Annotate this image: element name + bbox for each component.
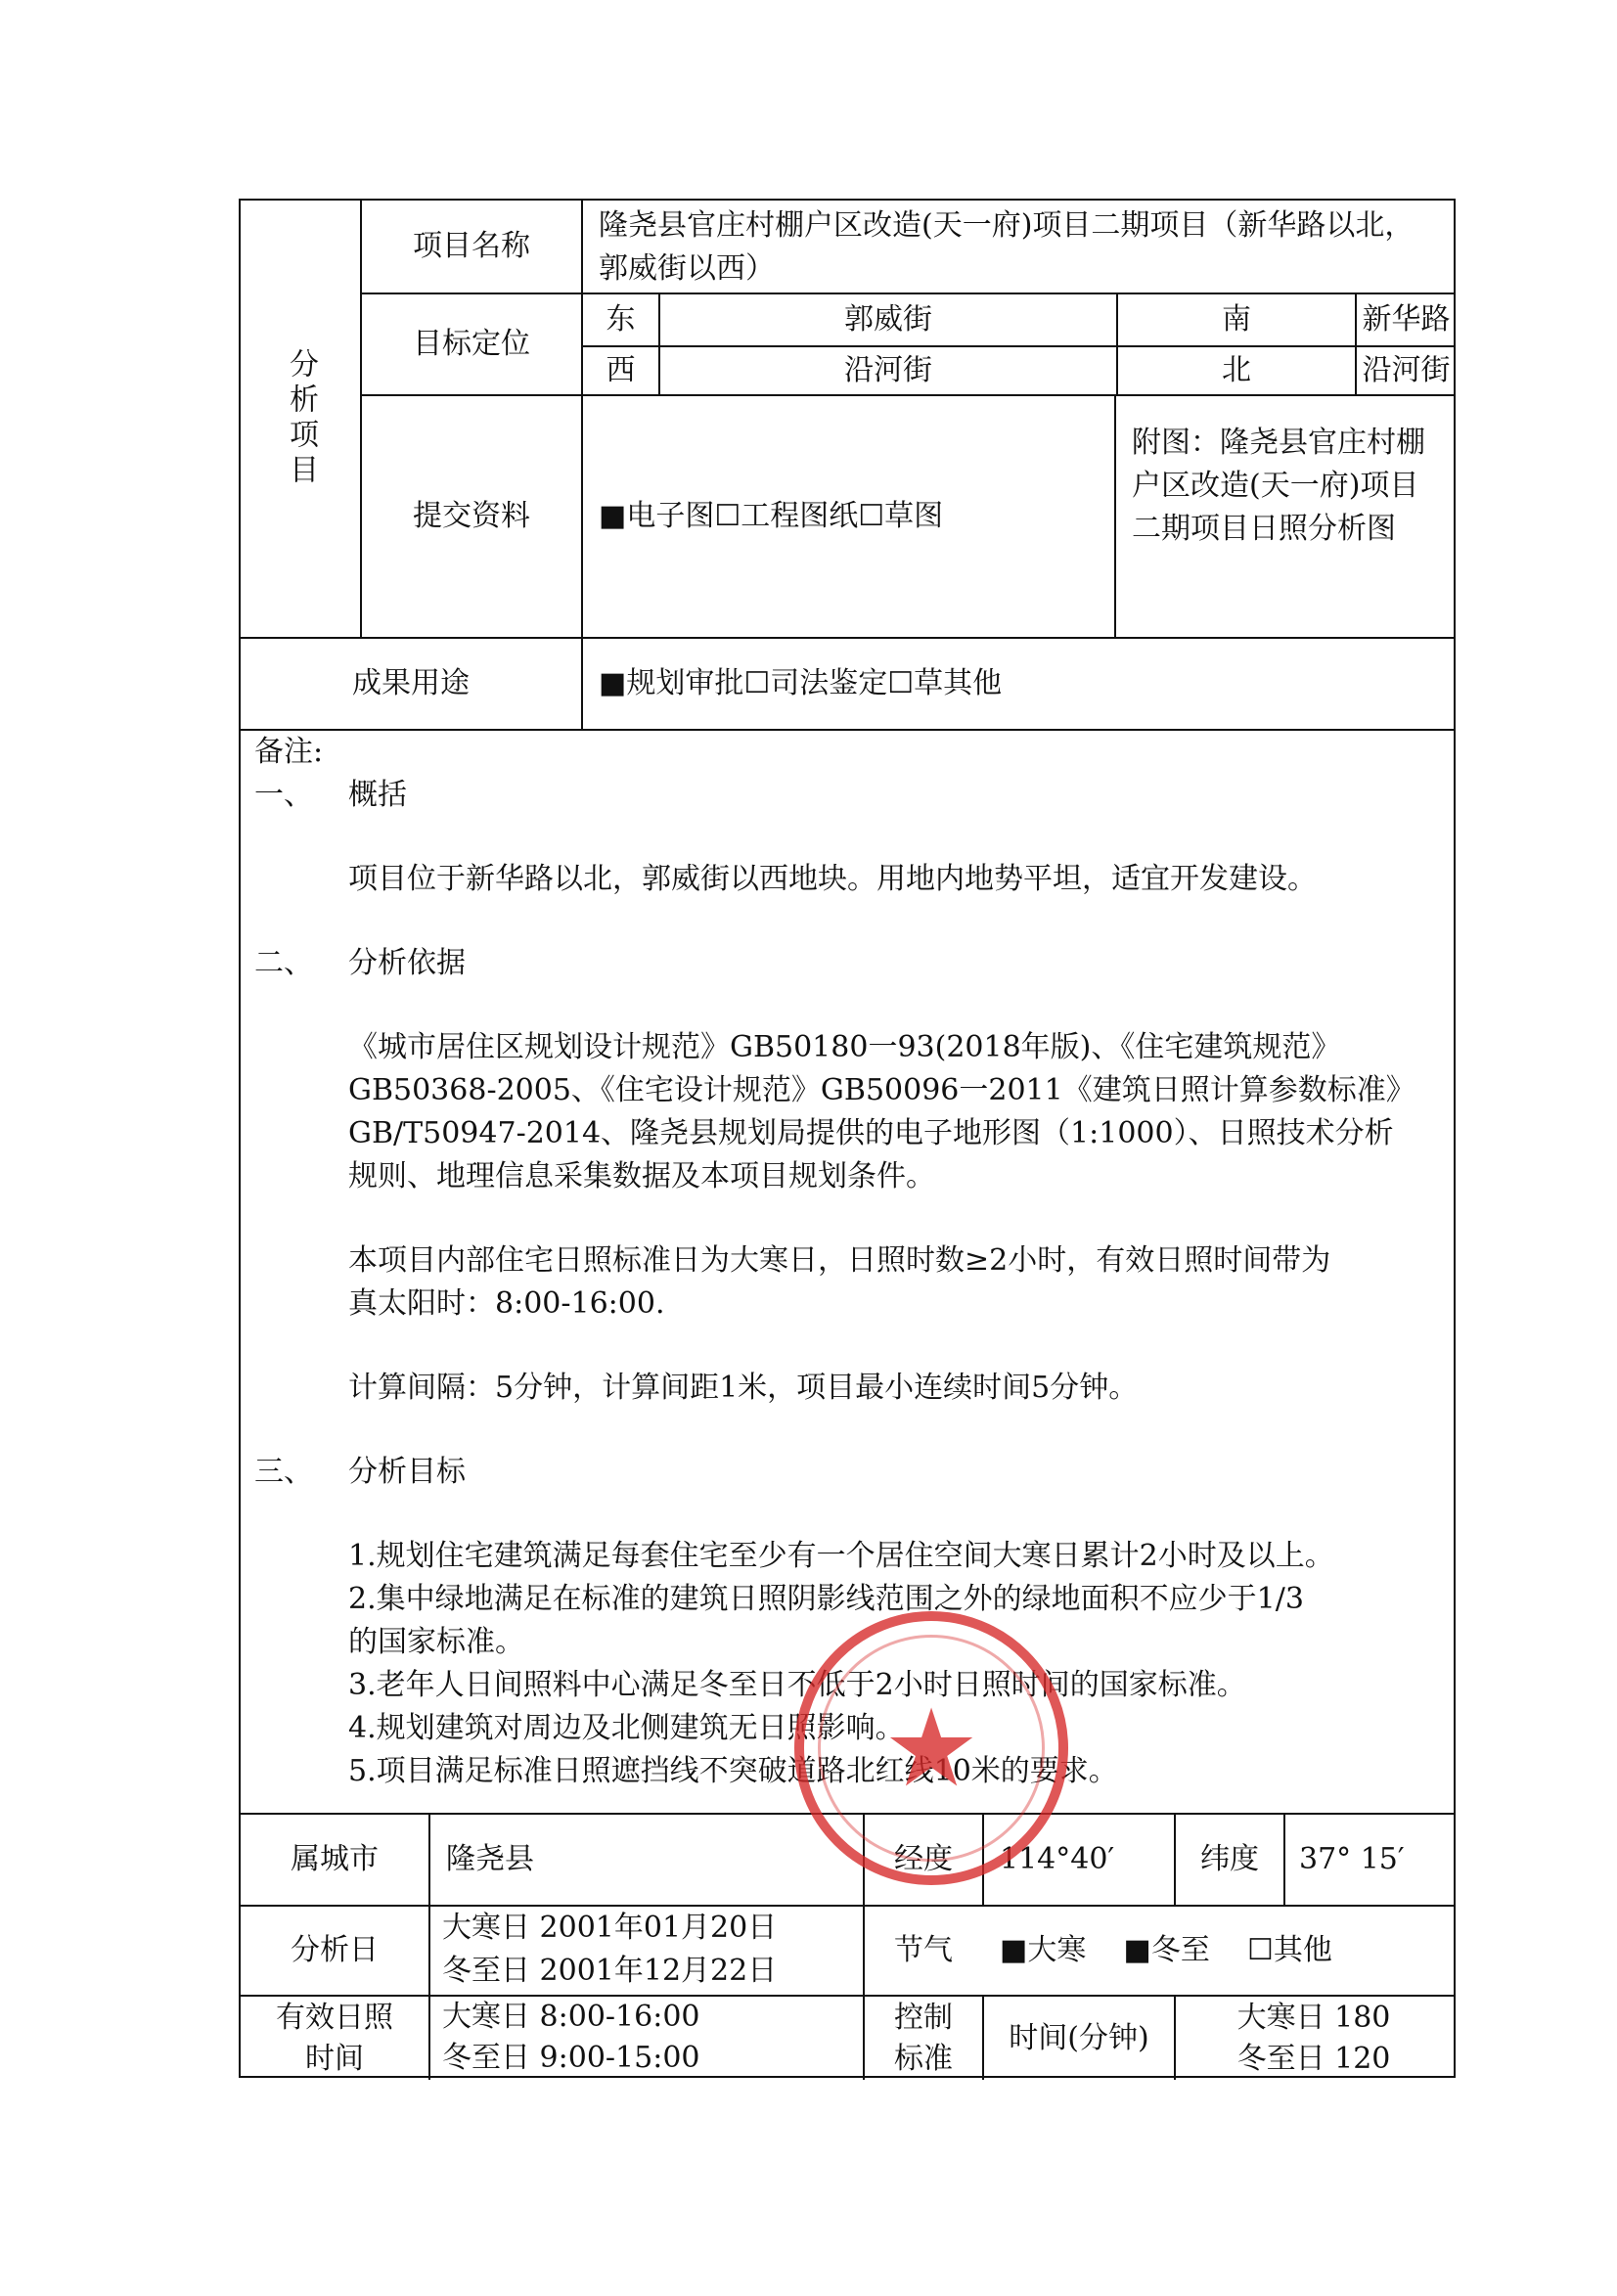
longitude-label: 经度 <box>894 1842 953 1876</box>
section-2-text-line: 计算间隔：5分钟，计算间距1米，项目最小连续时间5分钟。 <box>348 1371 1139 1405</box>
time-minutes-value: 大寒日 180 冬至日 120 <box>1236 2000 1391 2076</box>
time-minutes-label: 时间(分钟) <box>1009 2020 1149 2055</box>
section-2-text-line: 真太阳时：8:00-16:00. <box>348 1286 665 1321</box>
usage-label: 成果用途 <box>352 666 470 700</box>
solar-term-value: ■大寒 ■冬至 ☐其他 <box>1000 1933 1332 1967</box>
west-value: 沿河街 <box>844 353 932 387</box>
section-2-text-line: 《城市居住区规划设计规范》GB50180一93(2018年版)、《住宅建筑规范》 <box>348 1030 1341 1064</box>
usage-value: ■规划审批☐司法鉴定☐草其他 <box>599 666 1003 700</box>
section-2-text-line: GB50368-2005、《住宅设计规范》GB50096一2011《建筑日照计算参数标准》 <box>348 1073 1415 1107</box>
analysis-item-label-cell <box>241 201 360 637</box>
divider <box>581 201 583 637</box>
section-2-text-line: 规则、地理信息采集数据及本项目规划条件。 <box>348 1159 935 1193</box>
latitude-value: 37° 15′ <box>1299 1842 1405 1876</box>
section-3-item: 5.项目满足标准日照遮挡线不突破道路北红线10米的要求。 <box>348 1754 1118 1788</box>
south-label: 南 <box>1222 302 1251 337</box>
target-label-cell <box>362 294 581 394</box>
south-value: 新华路 <box>1362 302 1451 337</box>
analysis-date-label: 分析日 <box>291 1933 379 1967</box>
divider <box>581 639 583 729</box>
effective-time-label: 有效日照 时间 <box>276 2000 393 2076</box>
submit-label: 提交资料 <box>413 499 530 533</box>
control-standard-label: 控制 标准 <box>894 2000 953 2076</box>
attachment-cell <box>1118 422 1451 551</box>
divider <box>1114 394 1116 637</box>
submit-label-cell <box>362 396 581 637</box>
attachment-value: 附图：隆尧县官庄村棚户区改造(天一府)项目二期项目日照分析图 <box>1132 426 1425 546</box>
project-name-value-cell <box>585 204 1452 293</box>
divider <box>1283 1815 1285 1905</box>
analysis-item-label: 分析项目 <box>284 348 318 489</box>
north-value: 沿河街 <box>1362 353 1451 387</box>
section-2-heading: 二、 分析依据 <box>254 946 466 980</box>
submit-value-cell <box>585 396 1113 637</box>
project-name-value: 隆尧县官庄村棚户区改造(天一府)项目二期项目（新华路以北，郭威街以西） <box>599 208 1415 286</box>
effective-time-value: 大寒日 8:00-16:00 冬至日 9:00-15:00 <box>442 2000 700 2075</box>
north-label: 北 <box>1222 353 1251 387</box>
section-3-item: 2.集中绿地满足在标准的建筑日照阴影线范围之外的绿地面积不应少于1/3 <box>348 1582 1304 1616</box>
project-name-label-cell <box>362 201 581 293</box>
target-label: 目标定位 <box>413 327 530 361</box>
section-1-text: 项目位于新华路以北，郭威街以西地块。用地内地势平坦，适宜开发建设。 <box>348 862 1317 896</box>
section-3-item: 的国家标准。 <box>348 1625 524 1659</box>
section-3-item: 3.老年人日间照料中心满足冬至日不低于2小时日照时间的国家标准。 <box>348 1668 1246 1702</box>
section-2-text-line: GB/T50947-2014、隆尧县规划局提供的电子地形图（1:1000）、日照技术分析 <box>348 1116 1394 1150</box>
section-3-item: 4.规划建筑对周边及北侧建筑无日照影响。 <box>348 1711 905 1745</box>
section-1-heading: 一、 概括 <box>254 778 407 812</box>
submit-value: ■电子图☐工程图纸☐草图 <box>599 499 944 533</box>
east-label: 东 <box>606 302 636 337</box>
west-label: 西 <box>606 353 636 387</box>
latitude-label: 纬度 <box>1200 1842 1259 1876</box>
east-value: 郭威街 <box>844 302 932 337</box>
section-3-item: 1.规划住宅建筑满足每套住宅至少有一个居住空间大寒日累计2小时及以上。 <box>348 1539 1334 1573</box>
city-label: 属城市 <box>291 1842 379 1876</box>
section-2-text-line: 本项目内部住宅日照标准日为大寒日，日照时数≥2小时，有效日照时间带为 <box>348 1243 1331 1278</box>
project-name-label: 项目名称 <box>413 229 530 263</box>
section-3-heading: 三、 分析目标 <box>254 1455 466 1489</box>
city-value: 隆尧县 <box>446 1842 534 1876</box>
usage-label-cell <box>241 639 581 729</box>
company-seal-icon: ★ <box>794 1611 1068 1885</box>
remark-label: 备注: <box>254 735 324 769</box>
longitude-value: 114°40′ <box>1000 1842 1115 1876</box>
usage-value-cell <box>585 639 1452 729</box>
divider <box>428 1815 430 2080</box>
analysis-date-value: 大寒日 2001年01月20日 冬至日 2001年12月22日 <box>442 1911 778 1988</box>
solar-term-label: 节气 <box>894 1933 953 1967</box>
